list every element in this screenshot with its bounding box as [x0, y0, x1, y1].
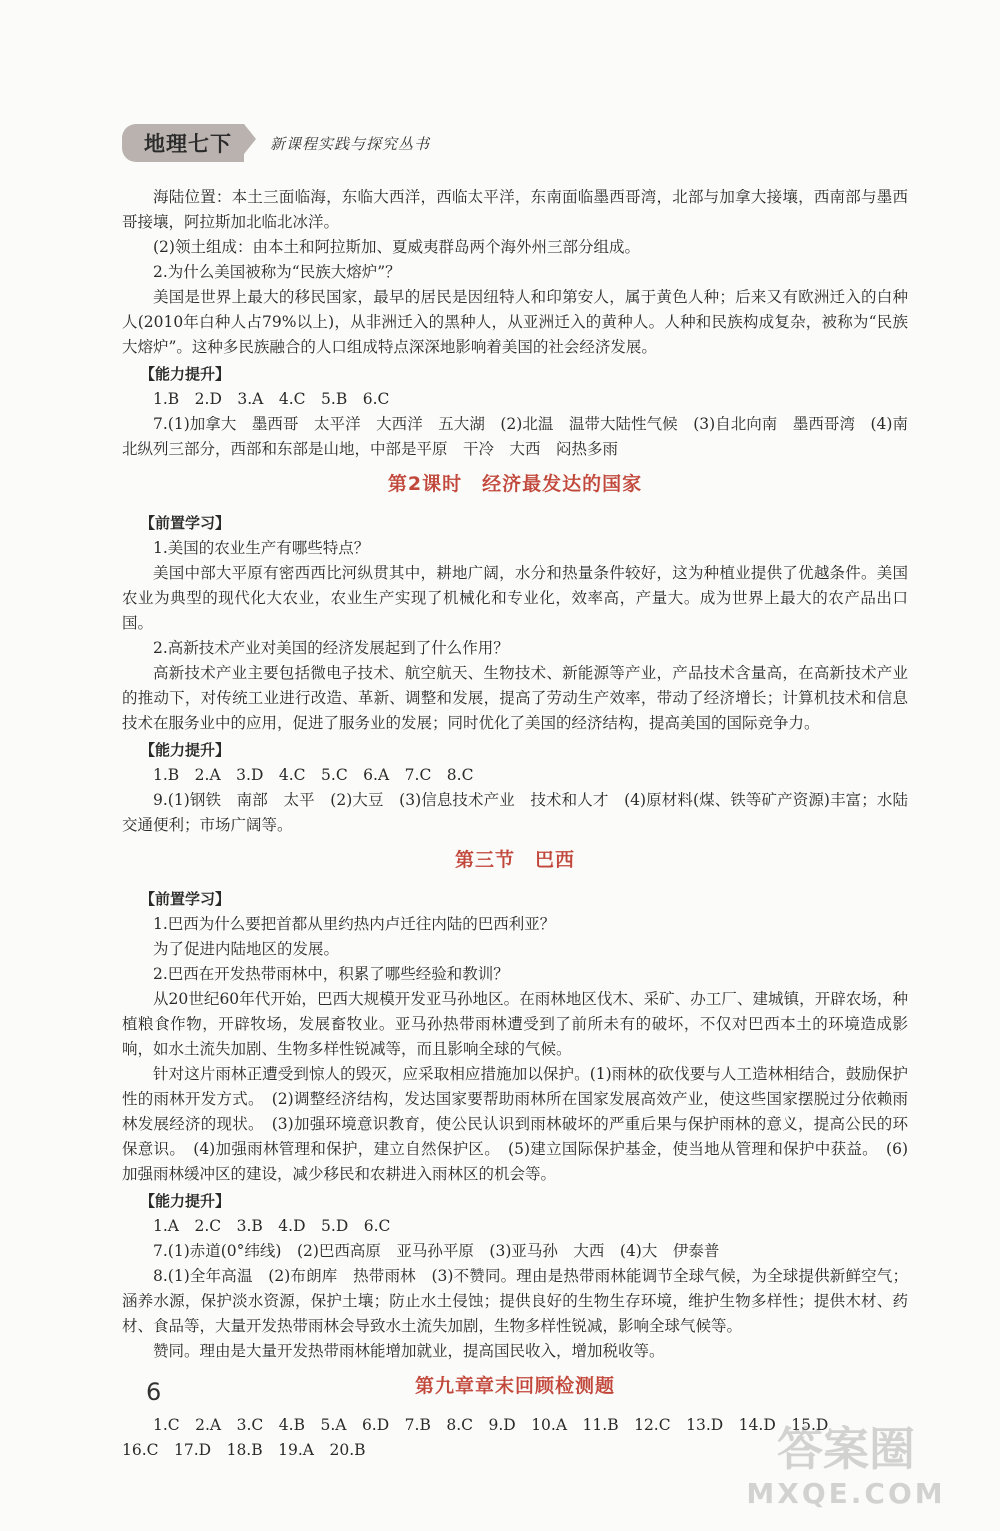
paragraph: 美国是世界上最大的移民国家，最早的居民是因纽特人和印第安人，属于黄色人种；后来又有欧洲迁入的白种人(2010年白种人占79%以上)，从非洲迁入的黑种人，从亚洲迁入的黄种人。人种和民族构成复杂，被称为“民族大熔炉”。这种多民族融合的人口组成特点深深地影响着美国的社会经济发展。	[122, 288, 908, 356]
paragraph: 海陆位置：本土三面临海，东临大西洋，西临太平洋，东南面临墨西哥湾，北部与加拿大接壤，西南部与墨西哥接壤，阿拉斯加北临北冰洋。	[122, 188, 908, 231]
section-tag: 【能力提升】	[140, 365, 231, 383]
question: 1.美国的农业生产有哪些特点？	[153, 539, 370, 557]
question: 1.巴西为什么要把首都从里约热内卢迁往内陆的巴西利亚？	[153, 915, 556, 933]
answer-line: 1.A 2.C 3.B 4.D 5.D 6.C	[153, 1217, 391, 1235]
page-number: 6	[146, 1378, 162, 1406]
question: 2.巴西在开发热带雨林中，积累了哪些经验和教训？	[153, 965, 509, 983]
answer-line: 1.C 2.A 3.C 4.B 5.A 6.D 7.B 8.C 9.D 10.A 11.B 12.C 13.D 14.D 15.D	[153, 1416, 829, 1434]
answer-line: 1.B 2.D 3.A 4.C 5.B 6.C	[153, 390, 390, 408]
watermark-logo	[716, 1407, 976, 1517]
section-title: 第三节 巴西	[454, 849, 575, 871]
paragraph: (2)领土组成：由本土和阿拉斯加、夏威夷群岛两个海外州三部分组成。	[153, 238, 640, 256]
section-tag: 【能力提升】	[140, 741, 231, 759]
answer-line: 8.(1)全年高温 (2)布朗库 热带雨林 (3)不赞同。理由是热带雨林能调节全球气候，为全球提供新鲜空气；涵养水源，保护淡水资源，保护土壤；防止水土侵蚀；提供良好的生物生存环境，维护生物多样性；提供木材、药材、食品等，大量开发热带雨林会导致水土流失加剧，生物多样性锐减，影响全球气候等。	[122, 1267, 908, 1335]
watermark-url: MXQE.COM	[746, 1477, 946, 1510]
page-content	[122, 185, 908, 1463]
header-series: 新课程实践与探究丛书	[270, 134, 431, 153]
section-tag: 【前置学习】	[140, 514, 231, 532]
answer-line: 赞同。理由是大量开发热带雨林能增加就业，提高国民收入，增加税收等。	[153, 1342, 665, 1360]
answer-line: 7.(1)赤道(0°纬线) (2)巴西高原 亚马孙平原 (3)亚马孙 大西 (4)大 伊泰普	[153, 1242, 720, 1260]
paragraph: 针对这片雨林正遭受到惊人的毁灭，应采取相应措施加以保护。(1)雨林的砍伐要与人工造林相结合，鼓励保护性的雨林开发方式。 (2)调整经济结构，发达国家要帮助雨林所在国家发展高效产业，使这些国家摆脱过分依赖雨林发展经济的现状。 (3)加强环境意识教育，使公民认识到雨林破坏的严重后果与保护雨林的意义，提高公民的环保意识。 (4)加强雨林管理和保护，建立自然保护区。 (5)建立国际保护基金，使当地从管理和保护中获益。 (6)加强雨林缓冲区的建设，减少移民和农耕进入雨林区的机会等。	[122, 1065, 908, 1183]
paragraph: 为了促进内陆地区的发展。	[153, 940, 340, 958]
question: 2.高新技术产业对美国的经济发展起到了什么作用？	[153, 639, 509, 657]
answer-line: 16.C 17.D 18.B 19.A 20.B	[122, 1441, 366, 1459]
watermark-text: 答案圈	[777, 1422, 915, 1476]
section-tag: 【能力提升】	[140, 1192, 231, 1210]
paragraph: 高新技术产业主要包括微电子技术、航空航天、生物技术、新能源等产业，产品技术含量高，在高新技术产业的推动下，对传统工业进行改造、革新、调整和发展，提高了劳动生产效率，带动了经济增长；计算机技术和信息技术在服务业中的应用，促进了服务业的发展；同时优化了美国的经济结构，提高美国的国际竞争力。	[122, 664, 908, 732]
question: 2.为什么美国被称为“民族大熔炉”？	[153, 263, 401, 281]
answer-line: 9.(1)钢铁 南部 太平 (2)大豆 (3)信息技术产业 技术和人才 (4)原材料(煤、铁等矿产资源)丰富；水陆交通便利；市场广阔等。	[122, 791, 908, 834]
page-header	[122, 124, 430, 162]
section-title: 第2课时 经济最发达的国家	[387, 473, 643, 495]
paragraph: 从20世纪60年代开始，巴西大规模开发亚马孙地区。在雨林地区伐木、采矿、办工厂、建城镇，开辟农场，种植粮食作物，开辟牧场，发展畜牧业。亚马孙热带雨林遭受到了前所未有的破坏，不仅对巴西本土的环境造成影响，如水土流失加剧、生物多样性锐减等，而且影响全球的气候。	[122, 990, 908, 1058]
paragraph: 美国中部大平原有密西西比河纵贯其中，耕地广阔，水分和热量条件较好，这为种植业提供了优越条件。美国农业为典型的现代化大农业，农业生产实现了机械化和专业化，效率高，产量大。成为世界上最大的农产品出口国。	[122, 564, 908, 632]
answer-line: 7.(1)加拿大 墨西哥 太平洋 大西洋 五大湖 (2)北温 温带大陆性气候 (3)自北向南 墨西哥湾 (4)南北纵列三部分，西部和东部是山地，中部是平原 干冷 大西 闷热多雨	[122, 415, 908, 458]
section-tag: 【前置学习】	[140, 890, 231, 908]
section-title: 第九章章末回顾检测题	[414, 1375, 615, 1397]
answer-line: 1.B 2.A 3.D 4.C 5.C 6.A 7.C 8.C	[153, 766, 474, 784]
header-badge: 地理七下	[122, 124, 244, 162]
